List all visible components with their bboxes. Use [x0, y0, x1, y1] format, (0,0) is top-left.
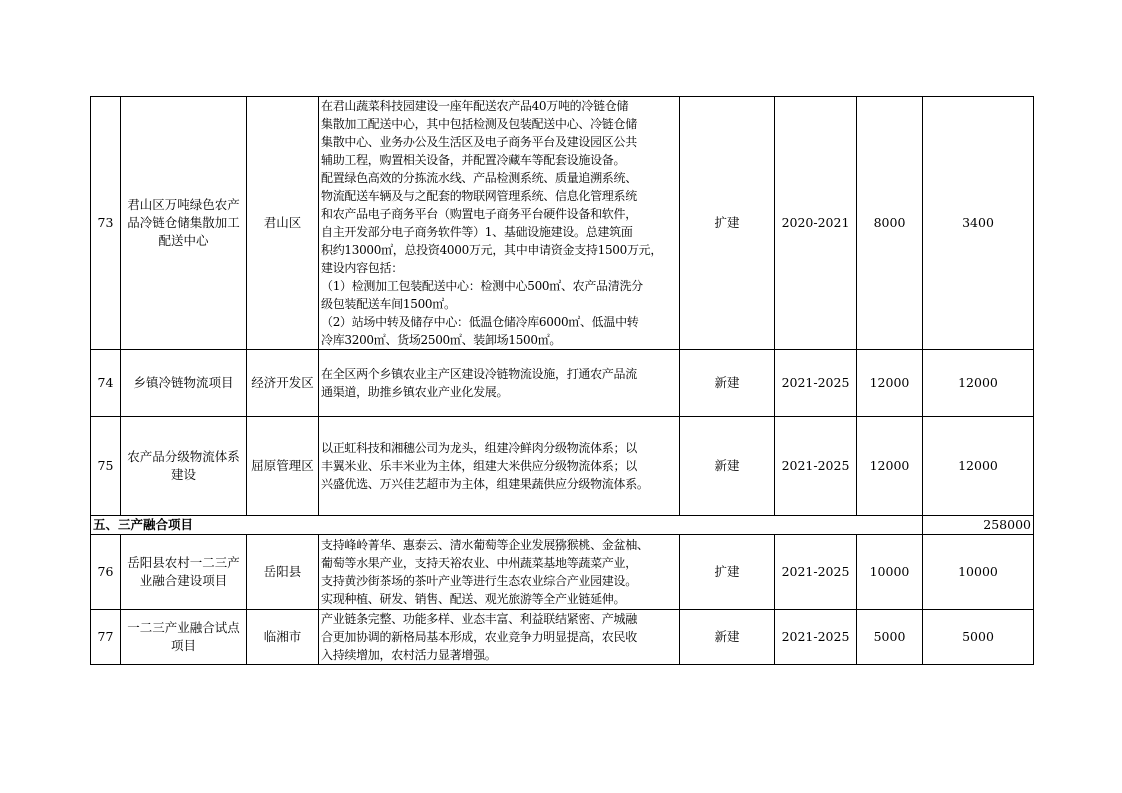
- table-row: [91, 610, 1034, 665]
- section-total: 258000: [923, 516, 1034, 535]
- section-header-row: [91, 516, 1034, 535]
- project-location: 君山区: [247, 97, 319, 350]
- content-line: 兴盛优选、万兴佳艺超市为主体，组建果蔬供应分级物流体系。: [321, 477, 649, 491]
- content-line: 级包装配送车间1500㎡。: [321, 297, 456, 311]
- content-line: 集散加工配送中心，其中包括检测及包装配送中心、冷链仓储: [321, 117, 637, 131]
- content-line: 丰翼米业、乐丰米业为主体，组建大米供应分级物流体系；以: [321, 459, 637, 473]
- project-location: 岳阳县: [247, 535, 319, 610]
- project-location: 屈原管理区: [247, 417, 319, 516]
- project-content: [319, 97, 680, 350]
- content-line: （1）检测加工包装配送中心：检测中心500㎡、农产品清洗分: [321, 279, 643, 293]
- planned-investment: 12000: [923, 350, 1034, 417]
- total-investment: 5000: [857, 610, 923, 665]
- content-line: 在全区两个乡镇农业主产区建设冷链物流设施，打通农产品流: [321, 367, 637, 381]
- content-line: 合更加协调的新格局基本形成，农业竞争力明显提高，农民收: [321, 630, 637, 644]
- total-investment: 12000: [857, 417, 923, 516]
- project-content: [319, 350, 680, 417]
- construction-period: 2021-2025: [775, 535, 857, 610]
- content-line: 和农产品电子商务平台（购置电子商务平台硬件设备和软件，: [321, 207, 637, 221]
- project-name: 君山区万吨绿色农产品冷链仓储集散加工配送中心: [121, 97, 247, 350]
- row-number: 75: [91, 417, 121, 516]
- project-content: [319, 610, 680, 665]
- content-line: 以正虹科技和湘穗公司为龙头，组建冷鲜肉分级物流体系；以: [321, 441, 637, 455]
- content-line: （2）站场中转及储存中心：低温仓储冷库6000㎡、低温中转: [321, 315, 639, 329]
- table-row: [91, 350, 1034, 417]
- total-investment: 10000: [857, 535, 923, 610]
- content-line: 产业链条完整、功能多样、业态丰富、利益联结紧密、产城融: [321, 612, 637, 626]
- row-number: 76: [91, 535, 121, 610]
- project-name: 农产品分级物流体系建设: [121, 417, 247, 516]
- planned-investment: 12000: [923, 417, 1034, 516]
- content-line: 建设内容包括：: [321, 261, 403, 275]
- content-line: 积约13000㎡，总投资4000万元，其中申请资金支持1500万元，: [321, 243, 663, 257]
- planned-investment: 10000: [923, 535, 1034, 610]
- project-content: [319, 535, 680, 610]
- table-row: [91, 417, 1034, 516]
- construction-period: 2021-2025: [775, 610, 857, 665]
- project-table: [90, 96, 1034, 665]
- total-investment: 12000: [857, 350, 923, 417]
- row-number: 74: [91, 350, 121, 417]
- project-name: 岳阳县农村一二三产业融合建设项目: [121, 535, 247, 610]
- project-location: 临湘市: [247, 610, 319, 665]
- content-line: 支持黄沙街茶场的茶叶产业等进行生态农业综合产业园建设。: [321, 574, 637, 588]
- construction-type: 新建: [680, 350, 775, 417]
- content-line: 物流配送车辆及与之配套的物联网管理系统、信息化管理系统: [321, 189, 637, 203]
- construction-type: 新建: [680, 417, 775, 516]
- planned-investment: 3400: [923, 97, 1034, 350]
- table-row: [91, 97, 1034, 350]
- table-row: [91, 535, 1034, 610]
- row-number: 73: [91, 97, 121, 350]
- project-content: [319, 417, 680, 516]
- content-line: 通渠道，助推乡镇农业产业化发展。: [321, 385, 509, 399]
- section-title: 五、三产融合项目: [91, 516, 923, 535]
- total-investment: 8000: [857, 97, 923, 350]
- content-line: 实现种植、研发、销售、配送、观光旅游等全产业链延伸。: [321, 592, 626, 606]
- content-line: 冷库3200㎡、货场2500㎡、装卸场1500㎡。: [321, 333, 562, 347]
- project-location: 经济开发区: [247, 350, 319, 417]
- planned-investment: 5000: [923, 610, 1034, 665]
- content-line: 在君山蔬菜科技园建设一座年配送农产品40万吨的冷链仓储: [321, 99, 629, 113]
- project-name: 乡镇冷链物流项目: [121, 350, 247, 417]
- content-line: 入持续增加，农村活力显著增强。: [321, 648, 497, 662]
- content-line: 自主开发部分电子商务软件等）1、基础设施建设。总建筑面: [321, 225, 633, 239]
- construction-period: 2021-2025: [775, 350, 857, 417]
- content-line: 葡萄等水果产业，支持天裕农业、中州蔬菜基地等蔬菜产业，: [321, 556, 637, 570]
- row-number: 77: [91, 610, 121, 665]
- construction-type: 新建: [680, 610, 775, 665]
- content-line: 配置绿色高效的分拣流水线、产品检测系统、质量追溯系统、: [321, 171, 637, 185]
- construction-type: 扩建: [680, 97, 775, 350]
- construction-period: 2021-2025: [775, 417, 857, 516]
- content-line: 集散中心、业务办公及生活区及电子商务平台及建设园区公共: [321, 135, 637, 149]
- project-name: 一二三产业融合试点项目: [121, 610, 247, 665]
- content-line: 支持峰岭菁华、惠泰云、清水葡萄等企业发展猕猴桃、金盆柚、: [321, 538, 649, 552]
- content-line: 辅助工程，购置相关设备，并配置冷藏车等配套设施设备。: [321, 153, 626, 167]
- construction-type: 扩建: [680, 535, 775, 610]
- construction-period: 2020-2021: [775, 97, 857, 350]
